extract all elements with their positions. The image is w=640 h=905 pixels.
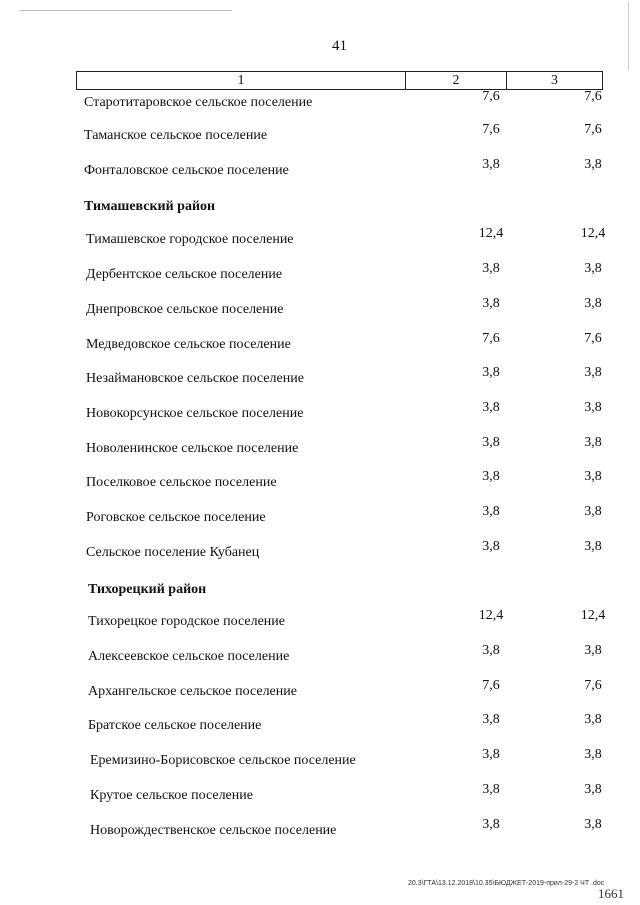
value-col-3: 3,8: [584, 747, 602, 762]
value-col-2: 3,8: [482, 469, 500, 484]
value-col-2: 3,8: [482, 817, 500, 832]
top-rule: [20, 10, 232, 11]
value-col-2: 12,4: [478, 608, 504, 623]
value-col-2: 3,8: [482, 400, 500, 415]
value-col-2: 3,8: [482, 504, 500, 519]
value-col-2: 12,4: [478, 226, 504, 241]
settlement-name: Крутое сельское поселение: [90, 788, 253, 803]
table-row: [0, 782, 640, 810]
header-col-3: 3: [551, 72, 558, 88]
value-col-3: 7,6: [584, 122, 602, 137]
value-col-3: 12,4: [580, 608, 606, 623]
settlement-name: Новорождественское сельское поселение: [90, 823, 337, 838]
table-row: [0, 331, 640, 359]
value-col-3: 3,8: [584, 539, 602, 554]
value-col-3: 3,8: [584, 712, 602, 727]
table-row: [0, 608, 640, 636]
value-col-2: 7,6: [482, 122, 500, 137]
value-col-2: 3,8: [482, 296, 500, 311]
value-col-2: 3,8: [482, 365, 500, 380]
settlement-name: Таманское сельское поселение: [84, 128, 268, 143]
table-row: [0, 712, 640, 740]
value-col-3: 3,8: [584, 400, 602, 415]
value-col-2: 3,8: [482, 435, 500, 450]
value-col-2: 3,8: [482, 643, 500, 658]
table-row: [0, 226, 640, 254]
value-col-2: 3,8: [482, 747, 500, 762]
value-col-3: 7,6: [584, 89, 602, 104]
settlement-name: Поселковое сельское поселение: [86, 475, 277, 490]
settlement-name: Новокорсунское сельское поселение: [86, 406, 304, 421]
table-row: [0, 678, 640, 706]
settlement-name: Еремизино-Борисовское сельское поселение: [90, 753, 356, 768]
table-row: [0, 122, 640, 150]
settlement-name: Дербентское сельское поселение: [86, 267, 283, 282]
value-col-2: 3,8: [482, 782, 500, 797]
table-row: [0, 747, 640, 775]
value-col-2: 3,8: [482, 712, 500, 727]
value-col-3: 7,6: [584, 678, 602, 693]
table-row: [0, 400, 640, 428]
settlement-name: Тимашевское городское поселение: [86, 232, 294, 247]
value-col-3: 3,8: [584, 643, 602, 658]
scan-edge-mark: [628, 2, 629, 70]
page-stamp: 1661: [598, 886, 624, 901]
value-col-3: 3,8: [584, 296, 602, 311]
table-row: [0, 261, 640, 289]
settlement-name: Днепровское сельское поселение: [86, 302, 284, 317]
table-row: [0, 435, 640, 463]
district-name: Тихорецкий район: [88, 582, 207, 597]
value-col-2: 3,8: [482, 261, 500, 276]
table-row: [0, 643, 640, 671]
value-col-3: 3,8: [584, 435, 602, 450]
table-row: [0, 365, 640, 393]
settlement-name: Старотитаровское сельское поселение: [84, 95, 313, 110]
table-row: [0, 504, 640, 532]
value-col-3: 3,8: [584, 782, 602, 797]
header-col-2: 2: [406, 72, 507, 89]
district-name: Тимашевский район: [84, 199, 216, 214]
settlement-name: Тихорецкое городское поселение: [88, 614, 285, 629]
settlement-name: Медведовское сельское поселение: [86, 337, 291, 352]
value-col-3: 3,8: [584, 817, 602, 832]
value-col-3: 3,8: [584, 261, 602, 276]
district-heading-row: [0, 199, 640, 221]
header-col-1: 1: [77, 72, 406, 89]
value-col-2: 7,6: [482, 331, 500, 346]
page-number: 41: [332, 38, 347, 54]
settlement-name: Архангельское сельское поселение: [88, 684, 297, 699]
table-header: [76, 71, 603, 90]
value-col-2: 7,6: [482, 89, 500, 104]
settlement-name: Братское сельское поселение: [88, 718, 262, 733]
table-row: [0, 296, 640, 324]
value-col-2: 7,6: [482, 678, 500, 693]
table-row: [0, 539, 640, 567]
file-path-footer: 20.3\ГТА\13.12.2018\10.35\БЮДЖЕТ-2019-прил-29-2 ЧТ .doc: [408, 880, 605, 887]
table-row: [0, 817, 640, 845]
value-col-3: 7,6: [584, 331, 602, 346]
table-row: [0, 89, 640, 117]
settlement-name: Сельское поселение Кубанец: [86, 545, 260, 560]
settlement-name: Роговское сельское поселение: [86, 510, 266, 525]
settlement-name: Новоленинское сельское поселение: [86, 441, 299, 456]
table-row: [0, 469, 640, 497]
district-heading-row: [0, 582, 640, 604]
value-col-3: 3,8: [584, 365, 602, 380]
settlement-name: Незаймановское сельское поселение: [86, 371, 304, 386]
value-col-2: 3,8: [482, 157, 500, 172]
value-col-3: 3,8: [584, 504, 602, 519]
value-col-3: 3,8: [584, 157, 602, 172]
value-col-3: 12,4: [580, 226, 606, 241]
settlement-name: Фонталовское сельское поселение: [84, 163, 289, 178]
settlement-name: Алексеевское сельское поселение: [88, 649, 290, 664]
value-col-3: 3,8: [584, 469, 602, 484]
value-col-2: 3,8: [482, 539, 500, 554]
table-row: [0, 157, 640, 185]
